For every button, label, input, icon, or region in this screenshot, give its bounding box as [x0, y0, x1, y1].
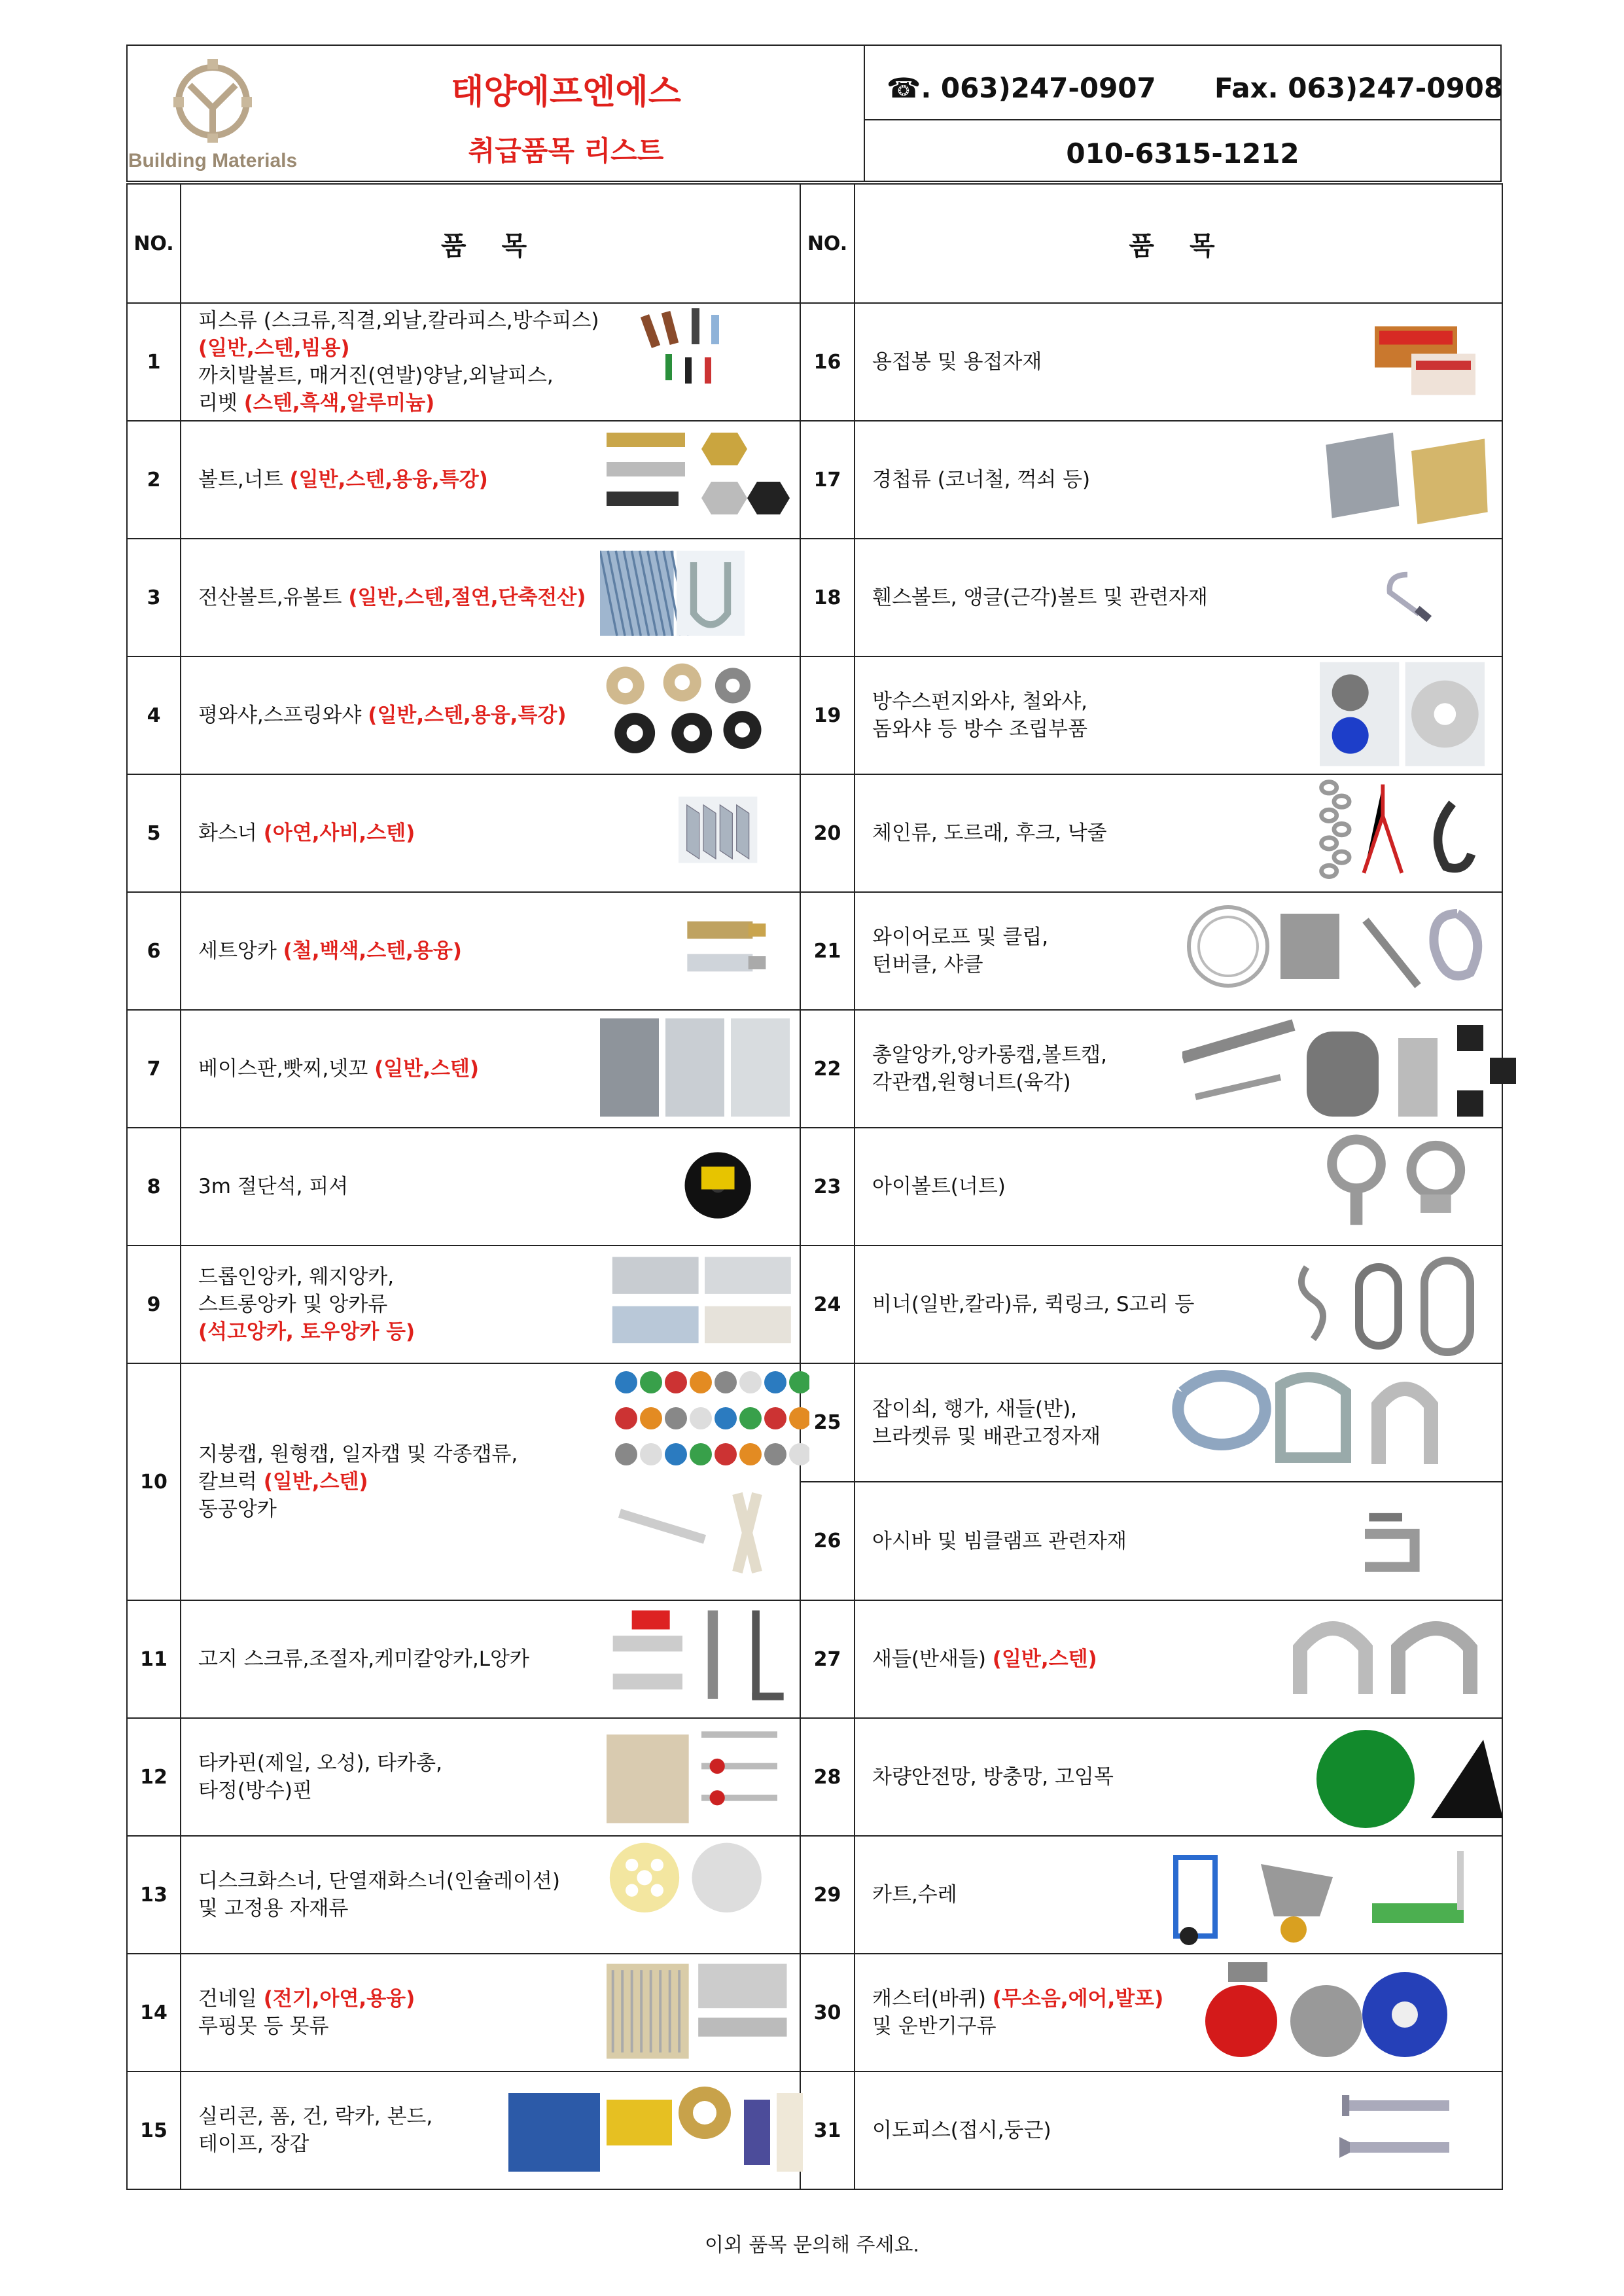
item-cell	[855, 2072, 1502, 2189]
phone-number: ☎. 063)247-0907	[887, 72, 1156, 104]
item-no: 30	[800, 1954, 855, 2072]
item-cell	[181, 892, 800, 1010]
list-title: 취급품목 리스트	[468, 135, 664, 167]
item-no: 20	[800, 774, 855, 892]
item-cell	[855, 1246, 1502, 1363]
item-line	[872, 466, 1090, 493]
header-hline	[864, 119, 1502, 120]
item-line	[872, 1173, 1006, 1200]
item-label: 경첩류 (코너철, 꺽쇠 등)	[872, 468, 1091, 492]
product-image	[600, 655, 790, 776]
item-label: (석고앙카, 토우앙카 등)	[198, 1320, 415, 1344]
table-row	[127, 1954, 1502, 2072]
product-image	[1339, 2073, 1496, 2187]
item-text	[198, 1985, 415, 2040]
item-label: 및 고정용 자재류	[198, 1897, 349, 1920]
item-no: 13	[127, 1836, 181, 1954]
item-cell	[855, 539, 1502, 656]
item-spec: (스텐,흑색,알루미늄)	[243, 391, 435, 415]
item-no: 25	[800, 1363, 855, 1482]
item-line	[198, 362, 599, 389]
product-image	[1163, 1838, 1503, 1952]
item-label: 총알앙카,앙카롱캡,볼트캡,	[872, 1043, 1107, 1067]
product-image	[679, 1130, 803, 1244]
item-cell	[855, 1718, 1502, 1836]
item-label: 스트롱앙카 및 앙카류	[198, 1293, 388, 1316]
item-text	[872, 1528, 1127, 1555]
item-spec: (무소음,에어,발포)	[992, 1987, 1164, 2011]
item-cell	[855, 1010, 1502, 1128]
item-text	[198, 1263, 415, 1346]
item-no: 17	[800, 421, 855, 539]
item-line	[198, 1055, 479, 1083]
product-image	[1313, 1720, 1509, 1834]
item-cell	[855, 303, 1502, 421]
item-text	[872, 1395, 1101, 1450]
item-spec: (일반,스텐,절연,단축전산)	[348, 586, 586, 609]
item-label: 각관캡,원형너트(육각)	[872, 1071, 1071, 1094]
item-label: 아이볼트(너트)	[872, 1175, 1006, 1198]
product-image	[679, 776, 803, 890]
item-label: 턴버클, 샤클	[872, 953, 983, 977]
item-cell	[855, 1954, 1502, 2072]
product-image	[607, 1720, 796, 1834]
item-text	[198, 819, 415, 847]
product-image	[607, 1251, 803, 1358]
item-spec: (아연,사비,스텐)	[263, 821, 415, 845]
col-item-left: 품 목	[181, 184, 800, 303]
item-line	[198, 1645, 529, 1673]
item-label: 디스크화스너, 단열재화스너(인슐레이션)	[198, 1869, 560, 1893]
item-label: 동공앙카	[198, 1498, 277, 1521]
item-no: 23	[800, 1128, 855, 1246]
item-no: 1	[127, 303, 181, 421]
item-spec: (일반,스텐)	[263, 1470, 368, 1494]
item-line	[198, 334, 599, 362]
table-row	[127, 1128, 1502, 1246]
item-label: 체인류, 도르래, 후크, 낙줄	[872, 821, 1107, 845]
company-name: 태양에프엔에스	[451, 73, 681, 112]
item-text	[198, 2103, 432, 2158]
item-label: 와이어로프 및 클립,	[872, 925, 1049, 949]
table-header-row	[127, 184, 1502, 303]
item-text	[198, 937, 462, 965]
item-text	[872, 819, 1107, 847]
mobile-number: 010-6315-1212	[1066, 137, 1299, 170]
item-cell	[855, 421, 1502, 539]
item-cell	[855, 1128, 1502, 1246]
product-image	[607, 1363, 809, 1601]
item-text	[198, 1055, 479, 1083]
fax-number: Fax. 063)247-0908	[1214, 72, 1504, 104]
item-line	[872, 1985, 1163, 2013]
item-label: 용접봉 및 용접자재	[872, 350, 1042, 374]
product-image	[1182, 1012, 1523, 1126]
item-label: 타카핀(제일, 오성), 타카총,	[198, 1751, 442, 1775]
item-no: 9	[127, 1246, 181, 1363]
item-line	[872, 1881, 957, 1909]
product-image	[1287, 1247, 1509, 1361]
item-text	[872, 2117, 1051, 2144]
product-image	[600, 1012, 796, 1126]
product-image	[1313, 776, 1503, 890]
product-image	[607, 1838, 796, 1952]
item-cell	[855, 1482, 1502, 1600]
item-label: 칼브럭	[198, 1470, 264, 1494]
item-text	[872, 1645, 1097, 1673]
item-cell	[181, 1718, 800, 1836]
product-image	[639, 302, 836, 422]
item-line	[872, 1423, 1101, 1450]
product-image	[1320, 1130, 1503, 1244]
product-image	[679, 901, 809, 1001]
item-label: 타정(방수)핀	[198, 1779, 312, 1803]
item-spec: (철,백색,스텐,용융)	[283, 939, 462, 963]
item-no: 14	[127, 1954, 181, 2072]
item-line	[872, 1291, 1194, 1318]
table-row	[127, 892, 1502, 1010]
item-line	[198, 307, 599, 334]
phone-fax	[887, 72, 1503, 104]
item-label: 방수스펀지와샤, 철와샤,	[872, 690, 1088, 713]
table-row	[127, 656, 1502, 774]
item-cell	[181, 656, 800, 774]
item-line	[872, 1395, 1101, 1423]
item-line	[872, 1528, 1127, 1555]
item-no: 3	[127, 539, 181, 656]
item-label: 전산볼트,유볼트	[198, 586, 349, 609]
table-row	[127, 2072, 1502, 2189]
item-line	[872, 819, 1107, 847]
item-cell	[181, 421, 800, 539]
item-no: 18	[800, 539, 855, 656]
item-line	[198, 819, 415, 847]
item-text	[198, 307, 599, 417]
item-line	[198, 937, 462, 965]
item-cell	[855, 1836, 1502, 1954]
item-no: 16	[800, 303, 855, 421]
item-label: 리벳	[198, 391, 244, 415]
item-line	[872, 1763, 1114, 1791]
item-label: 실리콘, 폼, 건, 락카, 본드,	[198, 2105, 433, 2128]
item-cell	[855, 1363, 1502, 1482]
product-image	[1182, 894, 1523, 1008]
item-label: 루핑못 등 못류	[198, 2015, 329, 2038]
product-image	[1320, 658, 1503, 772]
item-cell	[181, 774, 800, 892]
item-text	[198, 702, 567, 729]
item-text	[198, 584, 586, 611]
item-text	[198, 1441, 518, 1523]
table-row	[127, 1010, 1502, 1128]
table-row	[127, 539, 1502, 656]
item-spec: (일반,스텐,용융,특강)	[368, 704, 567, 727]
item-label: 건네일	[198, 1987, 264, 2011]
product-image	[600, 420, 796, 540]
item-label: 및 운반기구류	[872, 2015, 997, 2038]
item-line	[872, 2117, 1051, 2144]
col-item-right: 품 목	[855, 184, 1502, 303]
product-image	[607, 1602, 796, 1716]
item-label: 평와샤,스프링와샤	[198, 704, 368, 727]
item-no: 8	[127, 1128, 181, 1246]
item-no: 12	[127, 1718, 181, 1836]
item-label: 볼트,너트	[198, 468, 290, 492]
col-no-left: NO.	[127, 184, 181, 303]
item-label: 잡이쇠, 행가, 새들(반),	[872, 1397, 1078, 1421]
item-no: 29	[800, 1836, 855, 1954]
item-label: 차량안전망, 방충망, 고임목	[872, 1765, 1114, 1789]
item-cell	[181, 1954, 800, 2072]
item-label: 고지 스크류,조절자,케미칼앙카,L앙카	[198, 1647, 529, 1671]
table-row	[127, 303, 1502, 421]
item-no: 19	[800, 656, 855, 774]
item-no: 28	[800, 1718, 855, 1836]
item-text	[872, 584, 1208, 611]
item-text	[198, 466, 488, 493]
item-text	[198, 1749, 442, 1804]
item-cell	[181, 1010, 800, 1128]
item-label: 테이프, 장갑	[198, 2132, 309, 2156]
item-text	[872, 1173, 1006, 1200]
item-line	[872, 924, 1048, 951]
item-no: 21	[800, 892, 855, 1010]
item-text	[198, 1173, 348, 1200]
svg-text:Building Materials: Building Materials	[128, 150, 298, 171]
item-label: 아시바 및 빔클램프 관련자재	[872, 1529, 1127, 1553]
item-line	[198, 1777, 442, 1804]
item-text	[198, 1867, 560, 1922]
item-label: 이도피스(접시,둥근)	[872, 2119, 1051, 2142]
item-cell	[181, 2072, 800, 2189]
item-text	[872, 924, 1048, 978]
item-label: 세트앙카	[198, 939, 283, 963]
item-line	[198, 1263, 415, 1291]
item-text	[872, 466, 1090, 493]
item-line	[872, 1041, 1107, 1069]
item-label: 피스류 (스크류,직결,외날,칼라피스,방수피스)	[198, 309, 599, 332]
item-no: 24	[800, 1246, 855, 1363]
item-spec: (일반,스텐,용융,특강)	[289, 468, 488, 492]
product-image	[1352, 1484, 1477, 1598]
item-label: 드롭인앙카, 웨지앙카,	[198, 1265, 395, 1289]
table-row	[127, 774, 1502, 892]
item-line	[198, 389, 599, 417]
item-cell	[181, 1128, 800, 1246]
item-line	[198, 584, 586, 611]
item-text	[872, 688, 1087, 743]
item-line	[872, 715, 1087, 743]
item-cell	[855, 892, 1502, 1010]
item-text	[872, 348, 1042, 376]
item-line	[198, 1468, 518, 1496]
item-label: 3m 절단석, 피셔	[198, 1175, 349, 1198]
col-no-right: NO.	[800, 184, 855, 303]
item-line	[872, 2013, 1163, 2040]
item-no: 11	[127, 1600, 181, 1718]
item-no: 7	[127, 1010, 181, 1128]
table-row	[127, 421, 1502, 539]
item-cell	[855, 656, 1502, 774]
item-line	[872, 1069, 1107, 1096]
product-image	[1163, 1366, 1503, 1480]
item-label: 브라켓류 및 배관고정자재	[872, 1424, 1101, 1448]
item-cell	[855, 774, 1502, 892]
product-image	[1202, 1956, 1503, 2070]
item-spec: (일반,스텐,빔용)	[198, 336, 350, 360]
item-line	[198, 1291, 415, 1318]
item-text	[872, 1041, 1107, 1096]
item-line	[198, 1867, 560, 1895]
item-line	[198, 1749, 442, 1777]
item-cell	[181, 539, 800, 656]
item-cell	[181, 1246, 800, 1363]
item-cell	[181, 1363, 800, 1600]
item-label: 비너(일반,칼라)류, 퀵링크, S고리 등	[872, 1293, 1195, 1316]
item-line	[198, 1985, 415, 2013]
company-logo	[128, 46, 298, 181]
item-line	[198, 1318, 415, 1346]
item-cell	[181, 1600, 800, 1718]
item-no: 31	[800, 2072, 855, 2189]
item-text	[872, 1985, 1163, 2040]
product-image	[508, 2073, 809, 2187]
item-no: 6	[127, 892, 181, 1010]
table-row	[127, 1363, 1502, 1482]
item-spec: (일반,스텐)	[992, 1647, 1097, 1671]
item-line	[198, 466, 488, 493]
item-text	[198, 1645, 529, 1673]
item-table	[126, 183, 1503, 2190]
table-row	[127, 1600, 1502, 1718]
footer-note: 이외 품목 문의해 주세요.	[705, 2234, 919, 2257]
item-line	[198, 1441, 518, 1468]
item-spec: (전기,아연,용융)	[263, 1987, 415, 2011]
item-cell	[855, 1600, 1502, 1718]
item-label: 까치발볼트, 매거진(연발)양날,외날피스,	[198, 364, 554, 387]
item-label: 베이스판,빳찌,넷꼬	[198, 1057, 375, 1081]
item-text	[872, 1763, 1114, 1791]
item-line	[872, 688, 1087, 715]
item-label: 화스너	[198, 821, 264, 845]
item-line	[198, 2013, 415, 2040]
item-no: 22	[800, 1010, 855, 1128]
item-label: 캐스터(바퀴)	[872, 1987, 993, 2011]
product-image	[1287, 1602, 1509, 1716]
item-line	[872, 348, 1042, 376]
item-line	[198, 2103, 432, 2130]
item-text	[872, 1291, 1194, 1318]
item-no: 10	[127, 1363, 181, 1600]
item-line	[872, 1645, 1097, 1673]
item-no: 5	[127, 774, 181, 892]
item-label: 지붕캡, 원형캡, 일자캡 및 각종캡류,	[198, 1443, 518, 1466]
product-image	[1366, 305, 1503, 419]
item-line	[198, 1496, 518, 1523]
item-no: 2	[127, 421, 181, 539]
item-label: 새들(반새들)	[872, 1647, 993, 1671]
product-image	[1372, 541, 1490, 655]
item-label: 돔와샤 등 방수 조립부품	[872, 717, 1088, 741]
item-line	[198, 702, 567, 729]
table-row	[127, 1718, 1502, 1836]
product-image	[607, 1956, 796, 2070]
item-no: 15	[127, 2072, 181, 2189]
item-spec: (일반,스텐)	[374, 1057, 480, 1081]
item-cell	[181, 1836, 800, 1954]
product-image	[600, 537, 770, 658]
item-text	[872, 1881, 957, 1909]
table-row	[127, 1246, 1502, 1363]
item-line	[872, 951, 1048, 978]
item-no: 4	[127, 656, 181, 774]
item-label: 카트,수레	[872, 1883, 957, 1907]
item-label: 휀스볼트, 앵글(근각)볼트 및 관련자재	[872, 586, 1208, 609]
item-cell	[181, 303, 800, 421]
item-no: 26	[800, 1482, 855, 1600]
item-line	[872, 584, 1208, 611]
header-box	[126, 45, 1502, 182]
item-line	[198, 1173, 348, 1200]
table-row	[127, 1836, 1502, 1954]
item-no: 27	[800, 1600, 855, 1718]
product-image	[1320, 423, 1503, 537]
item-line	[198, 2130, 432, 2158]
item-line	[198, 1895, 560, 1922]
